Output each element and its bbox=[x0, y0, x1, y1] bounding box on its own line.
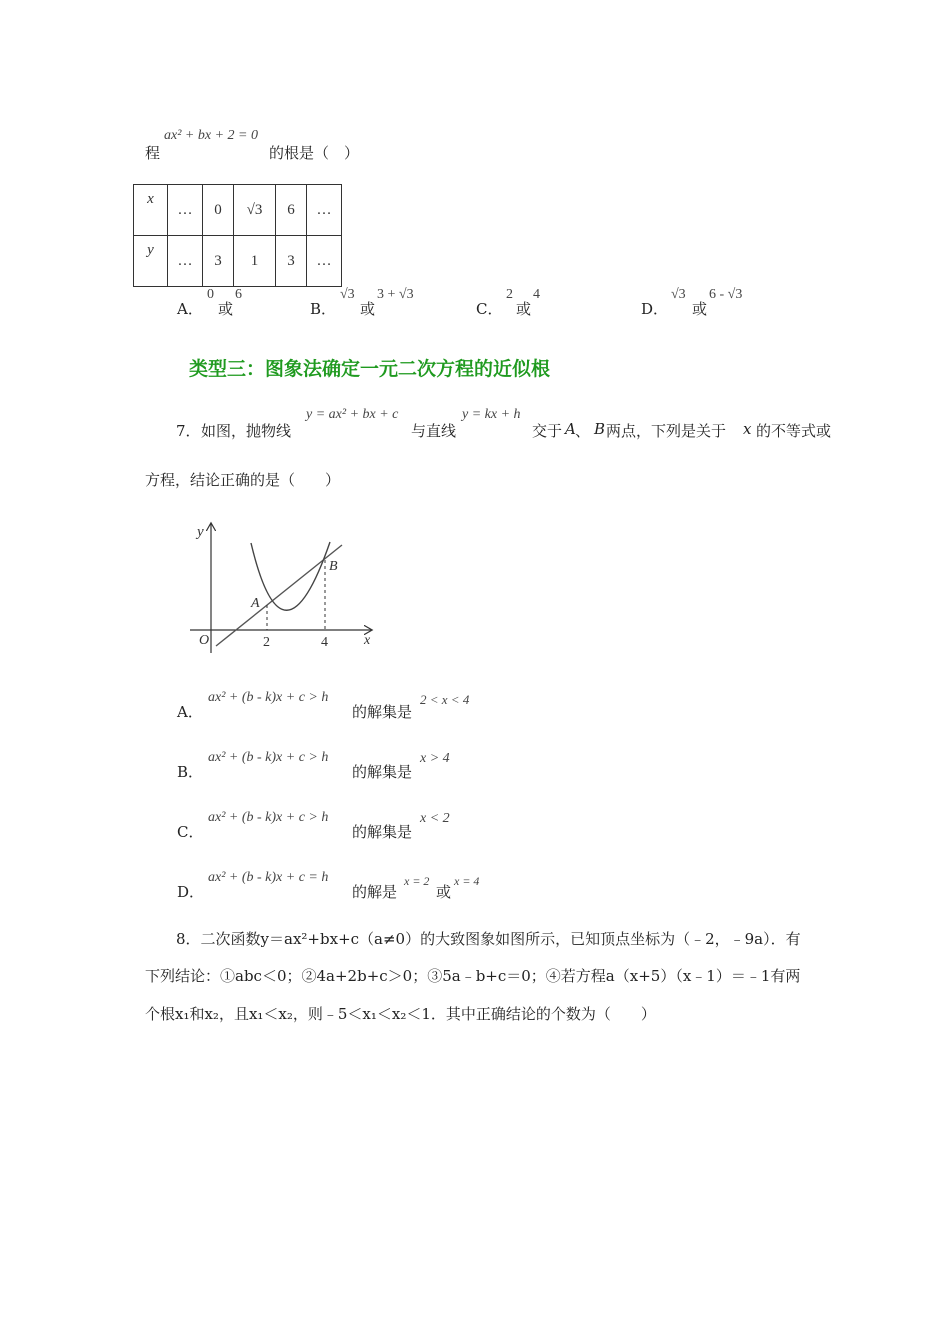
option-answer: x > 4 bbox=[420, 751, 450, 766]
option-value: 6 bbox=[235, 287, 242, 302]
table-cell: 0 bbox=[203, 185, 234, 236]
option-value: 3 + √3 bbox=[377, 287, 414, 302]
q7-point-b: B bbox=[594, 420, 606, 438]
option-or: 或 bbox=[692, 300, 708, 318]
q6-stem bbox=[145, 126, 465, 166]
option-answer: x = 4 bbox=[454, 874, 480, 888]
x-axis-label: x bbox=[364, 633, 371, 648]
tick-label-4: 4 bbox=[321, 635, 328, 650]
q7-graph bbox=[185, 518, 385, 658]
option-value: 2 bbox=[506, 287, 513, 302]
q6-value-table bbox=[133, 184, 342, 287]
table-row bbox=[134, 236, 342, 287]
origin-label: O bbox=[199, 633, 210, 648]
q7-option-b[interactable] bbox=[177, 748, 577, 784]
tick-label-2: 2 bbox=[263, 635, 270, 650]
option-or: 或 bbox=[218, 300, 234, 318]
q7-stem bbox=[176, 405, 856, 445]
option-expression: ax² + (b - k)x + c = h bbox=[208, 870, 329, 885]
option-text: 的解集是 bbox=[352, 703, 413, 721]
q8-line1 bbox=[176, 928, 801, 949]
q7-stem-line2: 方程，结论正确的是（ ） bbox=[145, 471, 341, 489]
option-answer: x < 2 bbox=[420, 811, 450, 826]
q7-point-a: A bbox=[565, 420, 576, 438]
q7-text: 两点，下列是关于 bbox=[606, 422, 727, 440]
table-cell: y bbox=[134, 236, 168, 287]
option-letter: D． bbox=[641, 300, 669, 318]
q7-line: y = kx + h bbox=[462, 407, 521, 422]
q6-stem-prefix: 程 bbox=[145, 144, 161, 162]
option-letter: C． bbox=[177, 823, 204, 841]
parabola-curve bbox=[251, 542, 330, 610]
q7-sep: 、 bbox=[575, 422, 591, 440]
option-value: 6 - √3 bbox=[709, 287, 743, 302]
option-or: 或 bbox=[516, 300, 532, 318]
option-letter: D． bbox=[177, 883, 205, 901]
option-or: 或 bbox=[436, 883, 452, 901]
option-letter: B． bbox=[177, 763, 204, 781]
option-answer: 2 < x < 4 bbox=[420, 692, 470, 707]
q7-option-d[interactable] bbox=[177, 868, 577, 904]
table-cell: … bbox=[307, 185, 342, 236]
option-value: 4 bbox=[533, 287, 540, 302]
q8-line2: 下列结论：①abc＜0；②4a+2b+c＞0；③5a﹣b+c＝0；④若方程a（x+5）（x﹣1）＝﹣1有两 bbox=[145, 967, 801, 985]
option-value: √3 bbox=[340, 287, 355, 302]
option-letter: A． bbox=[177, 300, 203, 318]
q8-line3: 个根x₁和x₂，且x₁＜x₂，则﹣5＜x₁＜x₂＜1．其中正确结论的个数为（ ） bbox=[145, 1005, 656, 1023]
option-text: 的解是 bbox=[352, 883, 398, 901]
q7-option-a[interactable] bbox=[177, 688, 577, 724]
q7-option-c[interactable] bbox=[177, 808, 577, 844]
option-or: 或 bbox=[360, 300, 376, 318]
q8-number: 8． bbox=[176, 930, 201, 948]
q7-text: 交于 bbox=[532, 422, 563, 440]
point-a-label: A bbox=[251, 596, 260, 611]
option-expression: ax² + (b - k)x + c > h bbox=[208, 690, 329, 705]
option-value: √3 bbox=[671, 287, 686, 302]
option-letter: A． bbox=[177, 703, 203, 721]
table-cell: 6 bbox=[276, 185, 307, 236]
q7-text: 的不等式或 bbox=[756, 422, 832, 440]
q8-text: 二次函数y＝ax²+bx+c（a≠0）的大致图象如图所示，已知顶点坐标为（﹣2，﹣9a）．有 bbox=[200, 930, 801, 948]
option-expression: ax² + (b - k)x + c > h bbox=[208, 750, 329, 765]
q7-text: 如图，抛物线 bbox=[201, 422, 292, 440]
table-cell: 1 bbox=[234, 236, 276, 287]
table-cell: … bbox=[168, 185, 203, 236]
option-expression: ax² + (b - k)x + c > h bbox=[208, 810, 329, 825]
option-letter: B． bbox=[310, 300, 337, 318]
q7-number: 7． bbox=[176, 422, 201, 440]
table-cell: x bbox=[134, 185, 168, 236]
q6-equation: ax² + bx + 2 = 0 bbox=[164, 128, 258, 143]
section-title: 类型三：图象法确定一元二次方程的近似根 bbox=[189, 358, 551, 380]
y-axis-label: y bbox=[197, 524, 204, 540]
table-cell: 3 bbox=[203, 236, 234, 287]
option-text: 的解集是 bbox=[352, 763, 413, 781]
q7-text: 与直线 bbox=[411, 422, 457, 440]
point-b-label: B bbox=[329, 559, 338, 574]
option-value: 0 bbox=[207, 287, 214, 302]
q7-var-x: x bbox=[743, 420, 752, 438]
option-answer: x = 2 bbox=[404, 874, 430, 888]
q7-parabola: y = ax² + bx + c bbox=[306, 407, 399, 422]
table-cell: √3 bbox=[234, 185, 276, 236]
q6-stem-suffix: 的根是（ ） bbox=[269, 144, 360, 162]
option-text: 的解集是 bbox=[352, 823, 413, 841]
table-cell: … bbox=[168, 236, 203, 287]
table-cell: 3 bbox=[276, 236, 307, 287]
option-letter: C． bbox=[476, 300, 503, 318]
table-row bbox=[134, 185, 342, 236]
table-cell: … bbox=[307, 236, 342, 287]
